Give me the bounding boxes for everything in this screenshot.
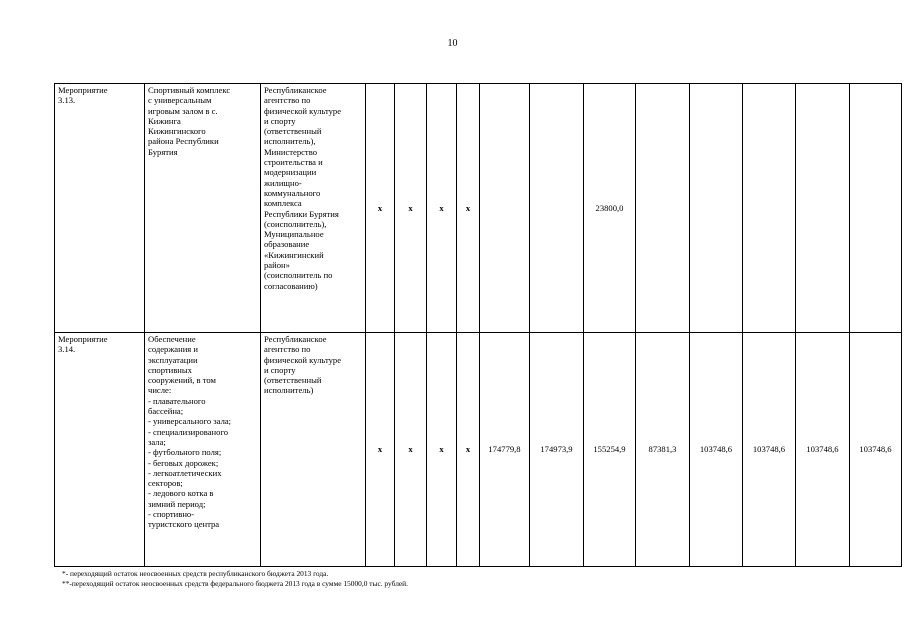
code-cell: x	[457, 333, 480, 567]
event-cell: Мероприятие 3.14.	[55, 333, 145, 567]
name-cell: Обеспечение содержания и эксплуатации спортивных сооружений, в том числе: - плавательного бассейна; - универсального зала; - специализированого зала; - футбольного поля; - беговых дорожек; - легкоатлетических секторов; - ледового котка в зимний период; - спортивно- туристского центра	[145, 333, 261, 567]
executor-cell: Республиканское агентство по физической культуре и спорту (ответственный исполнитель)	[261, 333, 366, 567]
footnote: **-переходящий остаток неосвоенных средств федерального бюджета 2013 года в сумме 15000,0 тыс. рублей.	[62, 579, 408, 588]
event-cell: Мероприятие 3.13.	[55, 84, 145, 333]
value-cell	[530, 84, 584, 333]
value-cell: 103748,6	[743, 333, 796, 567]
value-cell: 23800,0	[584, 84, 636, 333]
value-cell	[480, 84, 530, 333]
value-cell	[850, 84, 902, 333]
footnote: *- переходящий остаток неосвоенных средств республиканского бюджета 2013 года.	[62, 569, 329, 578]
value-cell: 103748,6	[850, 333, 902, 567]
code-cell: x	[457, 84, 480, 333]
program-table	[54, 83, 902, 567]
value-cell	[796, 84, 850, 333]
code-cell: x	[366, 333, 395, 567]
value-cell: 103748,6	[690, 333, 743, 567]
value-cell: 103748,6	[796, 333, 850, 567]
value-cell: 174973,9	[530, 333, 584, 567]
executor-cell: Республиканское агентство по физической культуре и спорту (ответственный исполнитель), Министерство строительства и модернизации жилищно- коммунального комплекса Республики Бурятия (соисполнитель), Муниципальное образование «Кижингинский район» (соисполнитель по согласованию)	[261, 84, 366, 333]
code-cell: x	[427, 84, 457, 333]
table-row	[55, 333, 902, 567]
name-cell: Спортивный комплекс с универсальным игровым залом в с. Кижинга Кижингинского района Республики Бурятия	[145, 84, 261, 333]
footnotes	[62, 569, 408, 589]
value-cell	[636, 84, 690, 333]
table-row	[55, 84, 902, 333]
code-cell: x	[395, 84, 427, 333]
value-cell	[743, 84, 796, 333]
value-cell: 87381,3	[636, 333, 690, 567]
value-cell: 155254,9	[584, 333, 636, 567]
code-cell: x	[427, 333, 457, 567]
value-cell: 174779,8	[480, 333, 530, 567]
code-cell: x	[395, 333, 427, 567]
code-cell: x	[366, 84, 395, 333]
value-cell	[690, 84, 743, 333]
page-number: 10	[447, 38, 458, 49]
